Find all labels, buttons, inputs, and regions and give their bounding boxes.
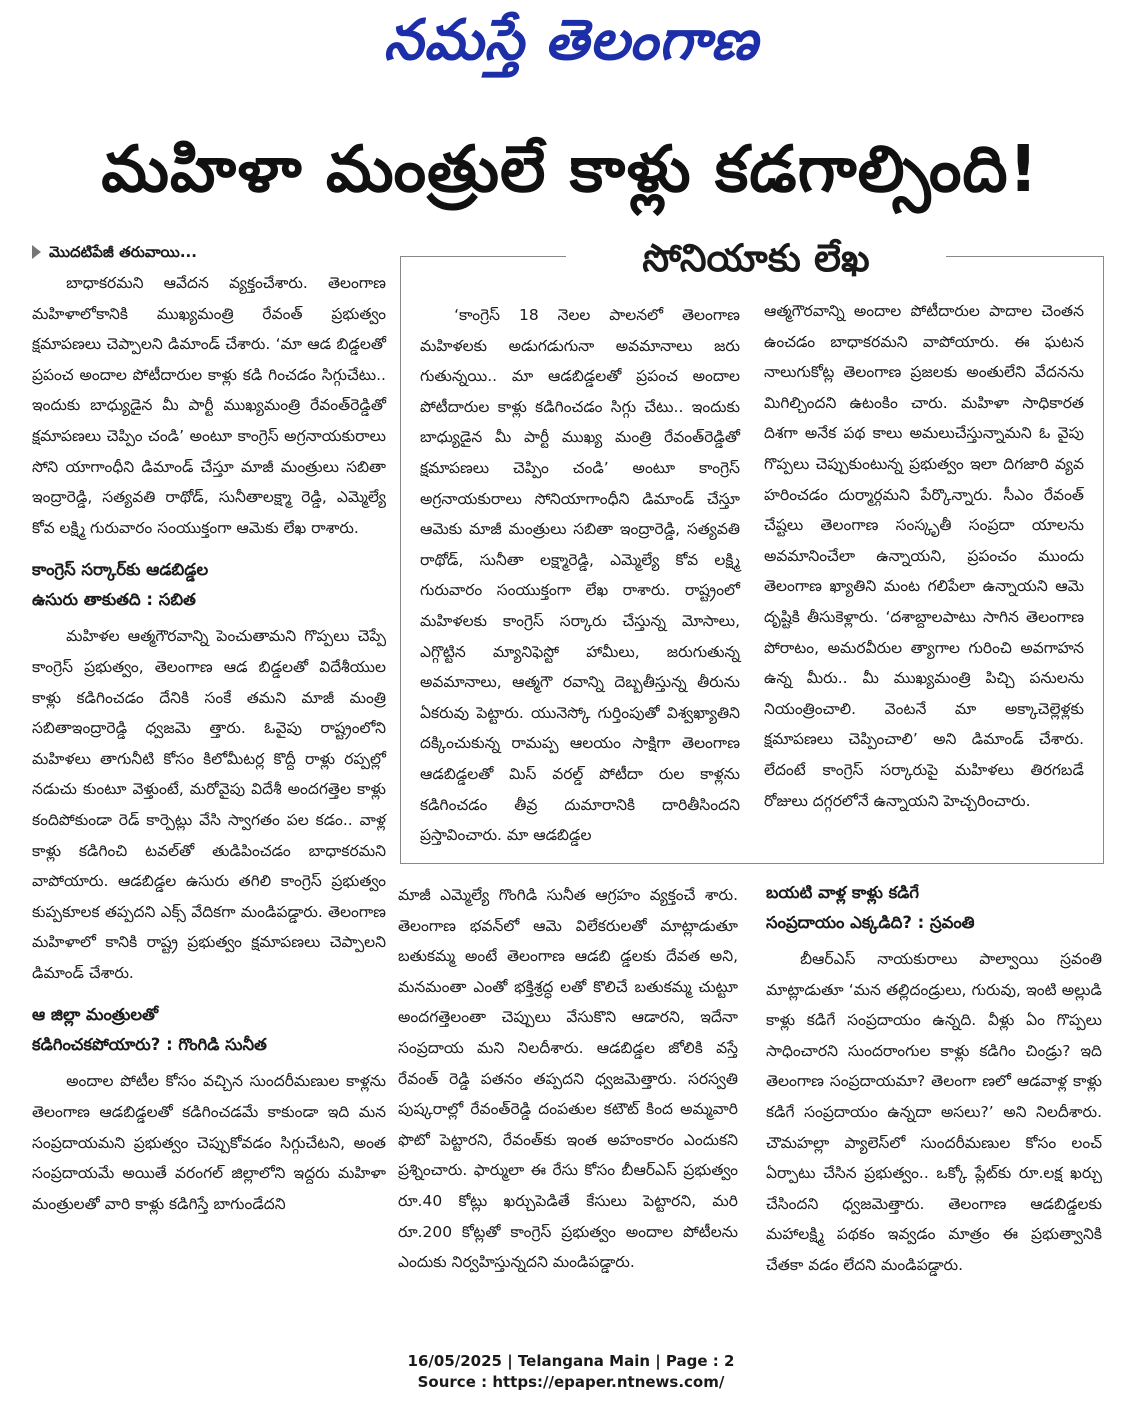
paragraph: మహిళల ఆత్మగౌరవాన్ని పెంచుతామని గొప్పలు చెప్పే కాంగ్రెస్ ప్రభుత్వం, తెలంగాణ ఆడ బిడ్డలతో విదేశీయుల కాళ్లు కడిగించడం దేనికి సంకే తమని మాజీ మంత్రి సబితాఇంద్రారెడ్డి ధ్వజమె త్తారు. ఓవైపు రాష్ట్రంలోని మహిళలు తాగునీటి కోసం కిలోమీటర్ల కొద్దీ రాళ్లు రప్పల్లో నడుచు కుంటూ వెళ్తుంటే, మరోవైపు విదేశీ అందగత్తెల కాళ్లు కందిపోకుండా రెడ్ కార్పెట్లు వేసి స్వాగతం పల కడం.. వాళ్ల కాళ్లు కడిగించి టవల్‌తో తుడిపించడం బాధాకరమని వాపోయారు. ఆడబిడ్డల ఉసురు తగిలి కాంగ్రెస్ ప్రభుత్వం కుప్పకూలక తప్పదని ఎక్స్ వేదికగా మండిపడ్డారు. తెలంగాణ మహిళాలో కానికి రాష్ట్ర ప్రభుత్వం క్షమాపణలు చెప్పాలని డిమాండ్ చేశారు. — [32, 627, 386, 982]
newspaper-masthead: నమస్తే తెలంగాణ — [383, 8, 759, 73]
subheading-line: సంప్రదాయం ఎక్కడిది? : స్రవంతి — [766, 913, 975, 932]
paragraph: ‘కాంగ్రెస్ 18 నెలల పాలనలో తెలంగాణ మహిళలకు అడుగడుగునా అవమానాలు జరు గుతున్నయి.. మా ఆడబిడ్డలతో ప్రపంచ అందాల పోటీదారుల కాళ్లు కడిగించడం సిగ్గు చేటు.. ఇందుకు బాధ్యుడైన మీ పార్టీ ముఖ్య మంత్రి రేవంత్‌రెడ్డితో క్షమాపణలు చెప్పిం చండి’ అంటూ కాంగ్రెస్ అగ్రనాయకురాలు సోనియాగాంధీని డిమాండ్ చేస్తూ ఆమెకు మాజీ మంత్రులు సబితా ఇంద్రారెడ్డి, సత్యవతి రాథోడ్, సునీతా లక్ష్మారెడ్డి, ఎమ్మెల్యే కోవ లక్ష్మి గురువారం సంయుక్తంగా లేఖ రాశారు. రాష్ట్రంలో మహిళలకు కాంగ్రెస్ సర్కారు చేస్తున్న మోసాలు, ఎగ్గొట్టిన మ్యానిఫెస్టో హామీలు, జరుగుతున్న అవమానాలు, ఆత్మగౌ రవాన్ని దెబ్బతీస్తున్న తీరును ఏకరువు పెట్టారు. యునెస్కో గుర్తింపుతో విశ్వఖ్యాతిని దక్కించుకున్న రామప్ప ఆలయం సాక్షిగా తెలంగాణ ఆడబిడ్డలతో మిస్ వరల్డ్ పోటీదా రుల కాళ్లను కడిగించడం తీవ్ర దుమారానికి దారితీసిందని ప్రస్తావించారు. మా ఆడబిడ్డల — [420, 306, 740, 845]
subheading-line: కాంగ్రెస్ సర్కార్‌కు ఆడబిడ్డల — [32, 560, 209, 580]
article-headline: మహిళా మంత్రులే కాళ్లు కడగాల్సింది! — [101, 133, 1039, 207]
box-column-1 — [420, 300, 740, 851]
continued-label-text: మొదటిపేజీ తరువాయి... — [49, 243, 197, 261]
subheading — [32, 1000, 386, 1060]
paragraph: మాజీ ఎమ్మెల్యే గొంగిడి సునీత ఆగ్రహం వ్యక్తంచే శారు. తెలంగాణ భవన్‌లో ఆమె విలేకరులతో మాట్లాడుతూ బతుకమ్మ అంటే తెలంగాణ ఆడబి డ్డలకు దేవత అని, మనమంతా ఎంతో భక్తిశ్రద్ధ లతో కొలిచే బతుకమ్మ చుట్టూ అందగత్తెలంతా చెప్పులు వేసుకొని ఆడారని, ఇదేనా సంప్రదాయ మని నిలదీశారు. ఆడబిడ్డల జోలికి వస్తే రేవంత్ రెడ్డి పతనం తప్పదని ధ్వజమెత్తారు. సరస్వతి పుష్కరాల్లో రేవంత్‌రెడ్డి దంపతుల కటౌట్ కింద అమ్మవారి ఫొటో పెట్టారని, రేవంత్‌కు ఇంత అహంకారం ఎందుకని ప్రశ్నించారు. ఫార్ములా ఈ రేసు కోసం బీఆర్ఎస్ ప్రభుత్వం రూ.40 కోట్లు ఖర్చుపెడితే కేసులు పెట్టారని, మరి రూ.200 కోట్లతో కాంగ్రెస్ ప్రభుత్వం అందాల పోటీలను ఎందుకు నిర్వహిస్తున్నదని మండిపడ్డారు. — [398, 886, 738, 1272]
article-column-3 — [766, 874, 1102, 1281]
footer-date-edition: 16/05/2025 | Telangana Main | Page : 2 — [407, 1352, 735, 1370]
subheading-line: ఆ జిల్లా మంత్రులతో — [32, 1005, 159, 1025]
paragraph: బాధాకరమని ఆవేదన వ్యక్తంచేశారు. తెలంగాణ మహిళాలోకానికి ముఖ్యమంత్రి రేవంత్ ప్రభుత్వం క్షమాపణలు చెప్పాలని డిమాండ్ చేశారు. ‘మా ఆడ బిడ్డలతో ప్రపంచ అందాల పోటీదారుల కాళ్లు కడి గించడం సిగ్గుచేటు.. ఇందుకు బాధ్యుడైన మీ పార్టీ ముఖ్యమంత్రి రేవంత్‌రెడ్డితో క్షమాపణలు చెప్పిం చండి’ అంటూ కాంగ్రెస్ అగ్రనాయకురాలు సోని యాగాంధీని డిమాండ్ చేస్తూ మాజీ మంత్రులు సబితా ఇంద్రారెడ్డి, సత్యవతి రాథోడ్, సునీతాలక్ష్మా రెడ్డి, ఎమ్మెల్యే కోవ లక్ష్మి గురువారం సంయుక్తంగా ఆమెకు లేఖ రాశారు. — [32, 274, 386, 537]
article-column-2 — [398, 880, 738, 1278]
subheading-line: ఉసురు తాకుతది : సబిత — [32, 590, 196, 610]
paragraph: ఆత్మగౌరవాన్ని అందాల పోటీదారుల పాదాల చెంతన ఉంచడం బాధాకరమని వాపోయారు. ఈ ఘటన నాలుగుకోట్ల తెలంగాణ ప్రజలకు అంతులేని వేదనను మిగిల్చిందని ఉటంకిం చారు. మహిళా సాధికారత దిశగా అనేక పథ కాలు అమలుచేస్తున్నామని ఓ వైపు గొప్పలు చెప్పుకుంటున్న ప్రభుత్వం ఇలా దిగజారి వ్యవ హరించడం దుర్మార్గమని పేర్కొన్నారు. సీఎం రేవంత్ చేష్టలు తెలంగాణ సంస్కృతీ సంప్రదా యాలను అవమానించేలా ఉన్నాయని, ప్రపంచం ముందు తెలంగాణ ఖ్యాతిని మంట గలిపేలా ఉన్నాయని ఆమె దృష్టికి తీసుకెళ్లారు. ‘దశాబ్దాలపాటు సాగిన తెలంగాణ పోరాటం, అమరవీరుల త్యాగాల గురించి అవగాహన ఉన్న మీరు.. మీ ముఖ్యమంత్రి పిచ్చి పనులను నియంత్రించాలి. వెంటనే మా అక్కాచెల్లెళ్లకు క్షమాపణలు చెప్పించాలి’ అని డిమాండ్ చేశారు. లేదంటే కాంగ్రెస్ సర్కారుపై మహిళలు తిరగబడే రోజులు దగ్గరలోనే ఉన్నాయని హెచ్చరించారు. — [764, 302, 1084, 810]
subheading — [766, 878, 1102, 938]
subheading — [32, 555, 386, 615]
paragraph: అందాల పోటీల కోసం వచ్చిన సుందరీమణుల కాళ్లను తెలంగాణ ఆడబిడ్డలతో కడిగించడమే కాకుండా ఇది మన సంప్రదాయమని ప్రభుత్వం చెప్పుకోవడం సిగ్గుచేటని, అంత సంప్రదాయమే అయితే వరంగల్ జిల్లాలోని ఇద్దరు మహిళా మంత్రులతో వారి కాళ్లు కడిగిస్తే బాగుండేదని — [32, 1072, 386, 1213]
continued-from-label — [32, 240, 386, 264]
article-column-1 — [32, 240, 386, 1219]
chevron-right-icon — [32, 245, 41, 259]
subheading-line: బయటి వాళ్ల కాళ్లు కడిగే — [766, 883, 920, 902]
subheading-line: కడిగించకపోయారు? : గొంగిడి సునీత — [32, 1035, 267, 1055]
box-title: సోనియాకు లేఖ — [566, 230, 946, 286]
box-column-2 — [764, 296, 1084, 816]
footer-source: Source : https://epaper.ntnews.com/ — [417, 1373, 725, 1391]
paragraph: బీఆర్ఎస్ నాయకురాలు పాల్వాయి స్రవంతి మాట్లాడుతూ ‘మన తల్లిదండ్రులు, గురువు, ఇంటి అల్లుడి కాళ్లు కడిగే సంప్రదాయం ఉన్నది. వీళ్లు ఏం గొప్పలు సాధించారని సుందరాంగుల కాళ్లు కడిగిం చిండ్రు? ఇది తెలంగాణ సంప్రదాయమా? తెలంగా ణలో ఆడవాళ్ల కాళ్లు కడిగే సంప్రదాయం ఉన్నదా అసలు?’ అని నిలదీశారు. చౌమహల్లా ప్యాలెస్‌లో సుందరీమణుల కోసం లంచ్ ఏర్పాటు చేసిన ప్రభుత్వం.. ఒక్కో ప్లేట్‌కు రూ.లక్ష ఖర్చు చేసిందని ధ్వజమెత్తారు. తెలంగాణ ఆడబిడ్డలకు మహాలక్ష్మి పథకం ఇవ్వడం మాత్రం ఈ ప్రభుత్వానికి చేతకా వడం లేదని మండిపడ్డారు. — [766, 950, 1102, 1274]
